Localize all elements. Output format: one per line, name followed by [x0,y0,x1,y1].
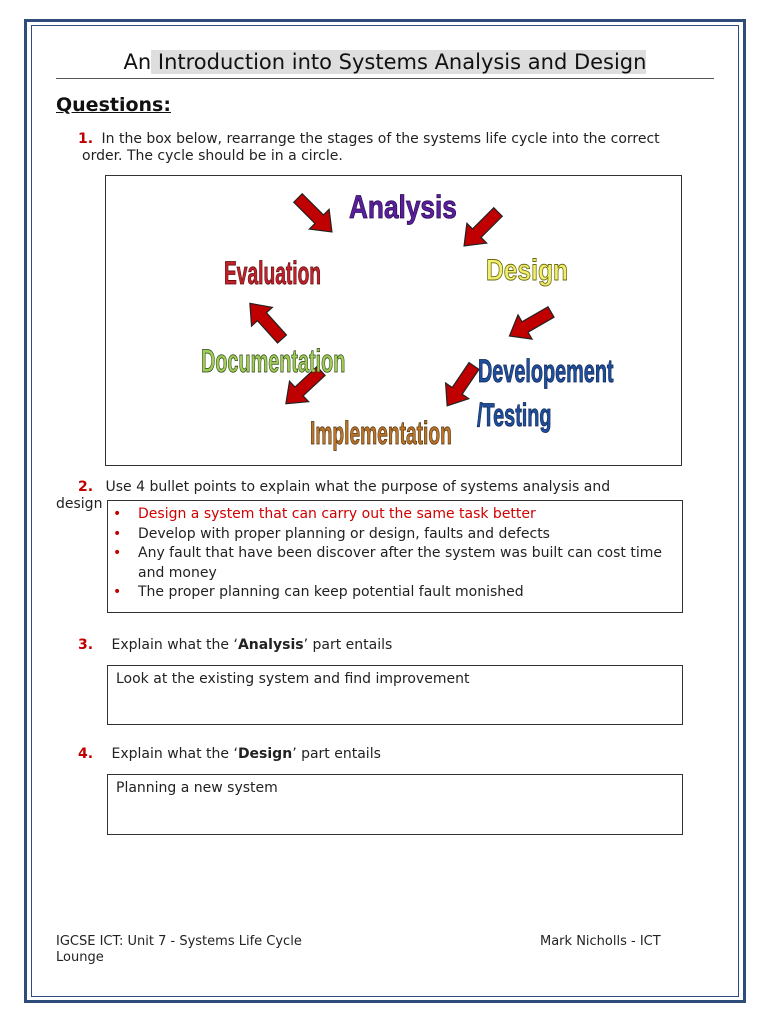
stage-testing: /Testing [477,397,552,434]
stage-evaluation: Evaluation [224,254,322,292]
stage-documentation: Documentation [201,343,346,380]
question-number: 1. [78,131,94,147]
title-highlighted: Introduction into Systems Analysis and Design [151,50,647,74]
question-text-suffix: ’ part entails [303,637,393,653]
question-4 [78,746,381,763]
arrow-to-design [454,202,508,256]
question-text-line2: design [56,496,103,512]
questions-heading: Questions: [56,94,171,116]
bullet-list [113,505,678,603]
stage-analysis: Analysis [349,190,457,226]
answer-text: Planning a new system [116,780,278,796]
question-text-suffix: ’ part entails [292,746,381,762]
bullet-item: • The proper planning can keep potential fault monished [113,584,524,600]
answer-box-q4 [107,774,683,835]
question-1 [78,131,678,165]
question-3 [78,637,393,654]
question-number: 2. [78,479,94,495]
stage-development: Developement [477,353,614,390]
bullet-item: • Any fault that have been discover after the system was built can cost time and money [113,545,662,581]
stage-implementation: Implementation [310,414,452,452]
question-text-bold: Design [237,746,293,762]
footer-right: Mark Nicholls - ICT [540,934,661,949]
life-cycle-diagram [106,176,681,465]
stage-design: Design [486,252,568,287]
bullet-item: • Design a system that can carry out the same task better [113,506,536,522]
title-prefix: An [123,50,152,74]
answer-box-q3 [107,665,683,725]
life-cycle-diagram-box [105,175,682,466]
question-text-bold: Analysis [237,637,304,653]
question-number: 3. [78,637,94,653]
bullet-item: • Develop with proper planning or design, faults and defects [113,525,550,542]
arrow-to-development [502,300,558,348]
arrow-to-evaluation [239,294,292,348]
question-text: In the box below, rearrange the stages of the systems life cycle into the correct order. The cycle should be in a circle. [82,131,660,164]
footer-left: IGCSE ICT: Unit 7 - Systems Life Cycle Lounge [56,934,302,965]
question-number: 4. [78,746,94,762]
question-text-prefix: Explain what the ‘ [111,746,238,762]
answer-box-q2 [107,500,683,613]
document-title [56,48,714,79]
arrow-to-analysis [288,188,342,242]
question-text-line1: Use 4 bullet points to explain what the purpose of systems analysis and [105,479,611,495]
answer-text: Look at the existing system and find improvement [116,671,470,687]
question-text-prefix: Explain what the ‘ [111,637,238,653]
